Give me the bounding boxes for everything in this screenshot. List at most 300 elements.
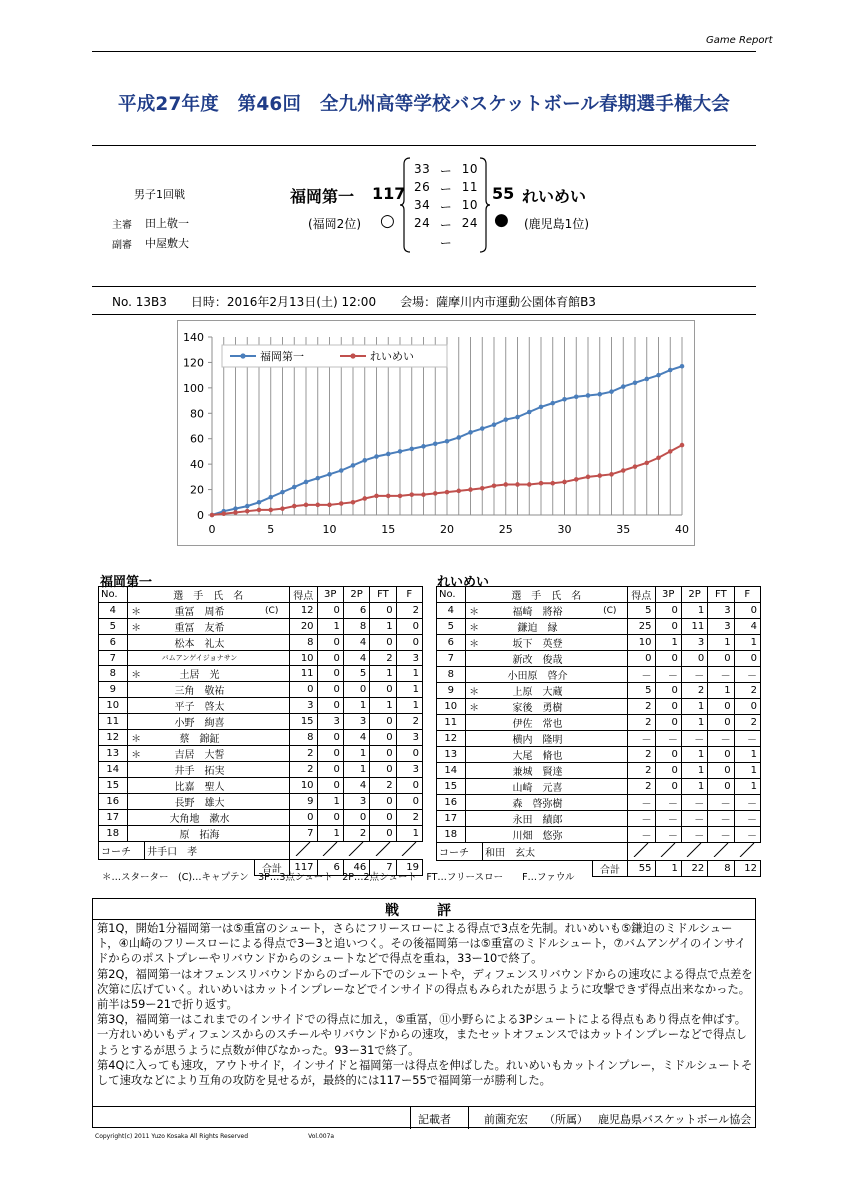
- player-points: 8: [290, 635, 318, 651]
- player-row: [99, 619, 423, 635]
- divider: [468, 1107, 469, 1129]
- data-point: [586, 393, 591, 398]
- player-3p: 0: [317, 651, 343, 666]
- period-home-score: 26: [414, 180, 431, 194]
- player-3p: 0: [317, 762, 343, 778]
- starter-mark: [127, 810, 145, 826]
- version-text: Vol.007a: [308, 1133, 335, 1140]
- player-points: 0: [628, 651, 655, 667]
- data-point: [327, 503, 332, 508]
- player-number: 11: [437, 715, 466, 731]
- player-points: －: [628, 731, 655, 747]
- player-fouls: 0: [396, 794, 422, 810]
- data-point: [680, 443, 685, 448]
- player-number: 8: [437, 667, 466, 683]
- player-ft: －: [708, 667, 734, 683]
- data-point: [456, 435, 461, 440]
- player-fouls: 1: [396, 666, 422, 682]
- y-tick-label: 20: [190, 483, 204, 497]
- player-row: [437, 651, 761, 667]
- captain-mark: [254, 778, 289, 794]
- roster-header-cell: F: [396, 587, 422, 603]
- player-row: [437, 667, 761, 683]
- starter-mark: ＊: [127, 730, 145, 746]
- round-label: 男子1回戦: [134, 188, 185, 201]
- player-2p: －: [681, 667, 707, 683]
- data-point: [480, 486, 485, 491]
- player-points: 2: [628, 779, 655, 795]
- captain-mark: [592, 667, 627, 683]
- starter-mark: [465, 731, 483, 747]
- data-point: [245, 509, 250, 514]
- empty-cell: [317, 842, 343, 860]
- data-point: [292, 485, 297, 490]
- player-name: 松本 礼太: [145, 635, 255, 651]
- player-2p: 1: [681, 763, 707, 779]
- umpire-name: 中屋敷大: [145, 237, 189, 250]
- starter-mark: ＊: [465, 635, 483, 651]
- player-2p: 2: [343, 826, 369, 842]
- player-points: 10: [290, 778, 318, 794]
- roster-header-cell: FT: [370, 587, 396, 603]
- period-dash: ー: [439, 164, 453, 178]
- player-2p: 11: [681, 619, 707, 635]
- captain-mark: [254, 730, 289, 746]
- player-2p: 1: [343, 698, 369, 714]
- score-progress-chart: [177, 320, 695, 546]
- player-number: 13: [437, 747, 466, 763]
- total-f: 12: [734, 861, 760, 877]
- player-ft: 0: [370, 714, 396, 730]
- y-tick-label: 60: [190, 432, 204, 446]
- player-name: 小田原 啓介: [483, 667, 593, 683]
- player-2p: 4: [343, 651, 369, 666]
- y-tick-label: 40: [190, 458, 204, 472]
- period-home-score: 33: [414, 162, 431, 176]
- player-2p: 3: [343, 714, 369, 730]
- info-rule-top: [92, 286, 756, 287]
- player-3p: 1: [317, 794, 343, 810]
- starter-mark: [465, 795, 483, 811]
- data-point: [503, 482, 508, 487]
- away-loss-mark: ●: [494, 210, 509, 230]
- total-p2: 22: [681, 861, 707, 877]
- starter-mark: ＊: [465, 683, 483, 699]
- data-point: [644, 377, 649, 382]
- player-name: 原 拓海: [145, 826, 255, 842]
- player-fouls: 3: [396, 762, 422, 778]
- data-point: [409, 492, 414, 497]
- data-point: [550, 481, 555, 486]
- legend-swatch-point: [240, 353, 245, 358]
- player-number: 18: [99, 826, 128, 842]
- player-points: 15: [290, 714, 318, 730]
- roster-header-cell: 3P: [317, 587, 343, 603]
- player-number: 14: [99, 762, 128, 778]
- player-3p: 0: [655, 747, 681, 763]
- x-tick-label: 5: [267, 523, 275, 536]
- total-ft: 7: [370, 860, 396, 876]
- starter-mark: [465, 651, 483, 667]
- player-number: 7: [99, 651, 128, 666]
- period-away-score: 10: [461, 198, 478, 212]
- player-fouls: 0: [734, 603, 760, 619]
- player-3p: 0: [317, 698, 343, 714]
- recorder-name: 前薗充宏: [484, 1113, 528, 1126]
- copyright-text: Copyright(c) 2011 Yuzo Kosaka All Rights Reserved: [95, 1133, 249, 1140]
- home-win-mark: ○: [380, 211, 395, 231]
- empty-cell: [655, 843, 681, 861]
- player-name: 伊佐 常也: [483, 715, 593, 731]
- roster-header-row: [437, 587, 761, 603]
- total-ft: 8: [708, 861, 734, 877]
- data-point: [351, 463, 356, 468]
- player-name: 吉居 大誓: [145, 746, 255, 762]
- player-fouls: 0: [396, 778, 422, 794]
- player-name: 福崎 將裕: [483, 603, 593, 619]
- period-away-score: [458, 234, 478, 252]
- data-point: [421, 492, 426, 497]
- player-3p: 0: [317, 778, 343, 794]
- empty-cell: [290, 842, 318, 860]
- recorder-row: [92, 1106, 756, 1128]
- starter-mark: [127, 651, 145, 666]
- player-points: 0: [290, 682, 318, 698]
- review-paragraph: 第4Qに入っても速攻，アウトサイド，インサイドと福岡第一は得点を伸ばした。れいめいもカットインプレー，ミドルシュートそして速攻などにより互角の攻防を見せるが，最終的には117ー55で福岡第一が勝利した。: [97, 1058, 753, 1088]
- player-points: －: [628, 811, 655, 827]
- player-points: －: [628, 795, 655, 811]
- player-row: [99, 698, 423, 714]
- coach-name: 和田 玄太: [483, 843, 628, 861]
- data-point: [339, 468, 344, 473]
- player-points: －: [628, 667, 655, 683]
- away-team-name: れいめい: [522, 187, 587, 206]
- home-score: 117: [372, 184, 406, 203]
- y-tick-label: 100: [183, 381, 204, 395]
- starter-mark: ＊: [465, 619, 483, 635]
- player-3p: 0: [655, 651, 681, 667]
- player-name: 長野 雄大: [145, 794, 255, 810]
- period-away-score: 11: [461, 180, 478, 194]
- player-ft: 1: [370, 698, 396, 714]
- player-number: 10: [437, 699, 466, 715]
- data-point: [445, 439, 450, 444]
- player-ft: 0: [370, 810, 396, 826]
- player-ft: 0: [708, 699, 734, 715]
- data-point: [633, 380, 638, 385]
- player-fouls: 0: [734, 699, 760, 715]
- total-f: 19: [396, 860, 422, 876]
- player-number: 14: [437, 763, 466, 779]
- player-ft: 1: [370, 619, 396, 635]
- data-point: [539, 405, 544, 410]
- data-point: [257, 500, 262, 505]
- captain-mark: [592, 699, 627, 715]
- data-point: [257, 508, 262, 513]
- period-home-score: 34: [414, 198, 431, 212]
- player-number: 12: [99, 730, 128, 746]
- info-rule-bottom: [92, 314, 756, 315]
- starter-mark: [127, 635, 145, 651]
- legend-note: ＊…スターター (C)…キャプテン 3P…3点シュート 2P…2点シュート FT…フリースロー F…ファウル: [102, 872, 575, 883]
- player-ft: 2: [370, 778, 396, 794]
- data-point: [668, 449, 673, 454]
- player-row: [99, 810, 423, 826]
- roster-header-cell: No.: [99, 587, 128, 603]
- player-ft: 0: [370, 826, 396, 842]
- player-2p: －: [681, 827, 707, 843]
- player-number: 16: [99, 794, 128, 810]
- player-ft: 0: [708, 779, 734, 795]
- player-name: 兼城 賢達: [483, 763, 593, 779]
- player-number: 6: [99, 635, 128, 651]
- player-2p: 1: [343, 746, 369, 762]
- data-point: [527, 410, 532, 415]
- y-tick-label: 80: [190, 407, 204, 421]
- player-fouls: 1: [734, 779, 760, 795]
- data-point: [597, 473, 602, 478]
- player-3p: －: [655, 667, 681, 683]
- starter-mark: [127, 714, 145, 730]
- data-point: [621, 384, 626, 389]
- player-name: バムアンゲイジョナサン: [145, 651, 255, 666]
- player-row: [437, 763, 761, 779]
- player-ft: 0: [370, 603, 396, 619]
- period-dash: ー: [439, 236, 453, 250]
- starter-mark: ＊: [465, 603, 483, 619]
- player-number: 18: [437, 827, 466, 843]
- starter-mark: [127, 698, 145, 714]
- player-row: [99, 651, 423, 666]
- starter-mark: ＊: [127, 666, 145, 682]
- player-name: 横内 隆明: [483, 731, 593, 747]
- player-name: 永田 績郎: [483, 811, 593, 827]
- empty-cell: [628, 843, 655, 861]
- divider: [410, 1107, 411, 1129]
- empty-cell: [343, 842, 369, 860]
- data-point: [621, 468, 626, 473]
- captain-mark: [592, 763, 627, 779]
- umpire-label: 副審: [112, 240, 132, 251]
- player-ft: －: [708, 731, 734, 747]
- roster-header-cell: FT: [708, 587, 734, 603]
- starter-mark: ＊: [127, 603, 145, 619]
- slash-mark: [630, 843, 650, 857]
- total-pts: 55: [628, 861, 655, 877]
- data-point: [304, 480, 309, 485]
- player-points: 10: [628, 635, 655, 651]
- player-points: 5: [628, 683, 655, 699]
- empty-cell: [396, 842, 422, 860]
- report-type-label: Game Report: [706, 35, 773, 46]
- data-point: [656, 455, 661, 460]
- home-team-name: 福岡第一: [290, 187, 355, 206]
- player-name: 川畑 悠弥: [483, 827, 593, 843]
- away-roster-title: れいめい: [437, 575, 490, 590]
- home-roster-title: 福岡第一: [100, 575, 153, 590]
- starter-mark: ＊: [127, 619, 145, 635]
- coach-label: コーチ: [99, 842, 145, 860]
- player-ft: 3: [708, 619, 734, 635]
- player-ft: 2: [370, 651, 396, 666]
- x-tick-label: 30: [557, 523, 572, 536]
- player-3p: 3: [317, 714, 343, 730]
- captain-mark: (C): [592, 603, 627, 619]
- player-number: 11: [99, 714, 128, 730]
- player-fouls: 2: [734, 715, 760, 731]
- home-seed: (福岡2位): [308, 217, 361, 231]
- starter-mark: [465, 811, 483, 827]
- header-rule: [92, 51, 756, 52]
- player-row: [437, 699, 761, 715]
- total-p3: 6: [317, 860, 343, 876]
- player-2p: 1: [681, 747, 707, 763]
- home-roster-table: [98, 586, 423, 876]
- player-row: [99, 778, 423, 794]
- player-fouls: 3: [396, 730, 422, 746]
- data-point: [409, 447, 414, 452]
- player-3p: －: [655, 827, 681, 843]
- data-point: [539, 481, 544, 486]
- player-points: 9: [290, 794, 318, 810]
- player-number: 16: [437, 795, 466, 811]
- roster-header-row: [99, 587, 423, 603]
- player-3p: 0: [317, 810, 343, 826]
- player-row: [437, 811, 761, 827]
- player-2p: 4: [343, 778, 369, 794]
- roster-header-cell: 選 手 氏 名: [127, 587, 289, 603]
- player-ft: 0: [708, 763, 734, 779]
- player-3p: 1: [655, 635, 681, 651]
- data-point: [339, 501, 344, 506]
- player-2p: －: [681, 811, 707, 827]
- data-point: [597, 392, 602, 397]
- player-name: 上原 大蔵: [483, 683, 593, 699]
- player-fouls: 1: [396, 682, 422, 698]
- player-row: [99, 730, 423, 746]
- player-3p: 1: [317, 826, 343, 842]
- player-name: 鎌迫 縁: [483, 619, 593, 635]
- data-point: [292, 504, 297, 509]
- total-label: 合計: [592, 861, 627, 877]
- roster-header-cell: 選 手 氏 名: [465, 587, 628, 603]
- player-2p: 2: [681, 683, 707, 699]
- player-fouls: 1: [396, 698, 422, 714]
- player-fouls: 0: [396, 635, 422, 651]
- starter-mark: [465, 747, 483, 763]
- x-tick-label: 10: [322, 523, 337, 536]
- player-3p: 0: [317, 666, 343, 682]
- player-points: 11: [290, 666, 318, 682]
- data-point: [656, 373, 661, 378]
- period-dash: ー: [439, 200, 453, 214]
- player-2p: 0: [681, 651, 707, 667]
- player-row: [99, 762, 423, 778]
- starter-mark: [465, 763, 483, 779]
- captain-mark: (C): [254, 603, 289, 619]
- data-point: [562, 397, 567, 402]
- player-ft: －: [708, 795, 734, 811]
- player-fouls: －: [734, 827, 760, 843]
- player-points: 2: [290, 746, 318, 762]
- coach-label: コーチ: [437, 843, 483, 861]
- player-name: 平子 啓太: [145, 698, 255, 714]
- player-2p: 3: [681, 635, 707, 651]
- player-2p: 1: [681, 603, 707, 619]
- player-ft: 0: [708, 651, 734, 667]
- player-row: [99, 603, 423, 619]
- total-p2: 46: [343, 860, 369, 876]
- copyright: [95, 1133, 334, 1140]
- data-point: [268, 495, 273, 500]
- player-3p: 0: [317, 682, 343, 698]
- player-ft: 1: [370, 666, 396, 682]
- player-row: [99, 682, 423, 698]
- player-2p: 4: [343, 635, 369, 651]
- period-away-score: 10: [461, 162, 478, 176]
- affiliation-name: 鹿児島県バスケットボール協会: [598, 1113, 752, 1126]
- player-3p: －: [655, 731, 681, 747]
- player-name: 家後 勇樹: [483, 699, 593, 715]
- player-number: 5: [437, 619, 466, 635]
- player-row: [437, 683, 761, 699]
- period-row: [414, 234, 478, 252]
- data-point: [327, 472, 332, 477]
- player-2p: －: [681, 731, 707, 747]
- player-points: 20: [290, 619, 318, 635]
- player-3p: 0: [655, 699, 681, 715]
- review-text: [97, 921, 753, 1088]
- player-2p: 1: [681, 699, 707, 715]
- player-3p: 0: [655, 779, 681, 795]
- data-point: [680, 364, 685, 369]
- slash-mark: [398, 842, 418, 856]
- starter-mark: ＊: [465, 699, 483, 715]
- starter-mark: [465, 667, 483, 683]
- player-name: 井手 拓実: [145, 762, 255, 778]
- player-number: 9: [437, 683, 466, 699]
- player-row: [99, 666, 423, 682]
- captain-mark: [254, 746, 289, 762]
- player-number: 6: [437, 635, 466, 651]
- captain-mark: [592, 747, 627, 763]
- player-fouls: 1: [734, 635, 760, 651]
- player-3p: 0: [655, 619, 681, 635]
- player-2p: 1: [681, 715, 707, 731]
- player-fouls: －: [734, 795, 760, 811]
- player-3p: 0: [317, 603, 343, 619]
- player-fouls: 1: [734, 747, 760, 763]
- player-name: 土居 光: [145, 666, 255, 682]
- player-fouls: 2: [396, 714, 422, 730]
- period-dash: ー: [439, 182, 453, 196]
- player-2p: 4: [343, 730, 369, 746]
- captain-mark: [592, 779, 627, 795]
- data-point: [433, 491, 438, 496]
- player-2p: 6: [343, 603, 369, 619]
- period-row: [414, 180, 478, 198]
- tournament-title: 平成27年度 第46回 全九州高等学校バスケットボール春期選手権大会: [118, 94, 730, 115]
- data-point: [574, 477, 579, 482]
- player-ft: 0: [708, 715, 734, 731]
- player-name: 比嘉 聖人: [145, 778, 255, 794]
- data-point: [433, 442, 438, 447]
- review-title-rule: [92, 919, 756, 920]
- player-row: [437, 827, 761, 843]
- player-row: [437, 779, 761, 795]
- data-point: [351, 500, 356, 505]
- x-tick-label: 15: [381, 523, 396, 536]
